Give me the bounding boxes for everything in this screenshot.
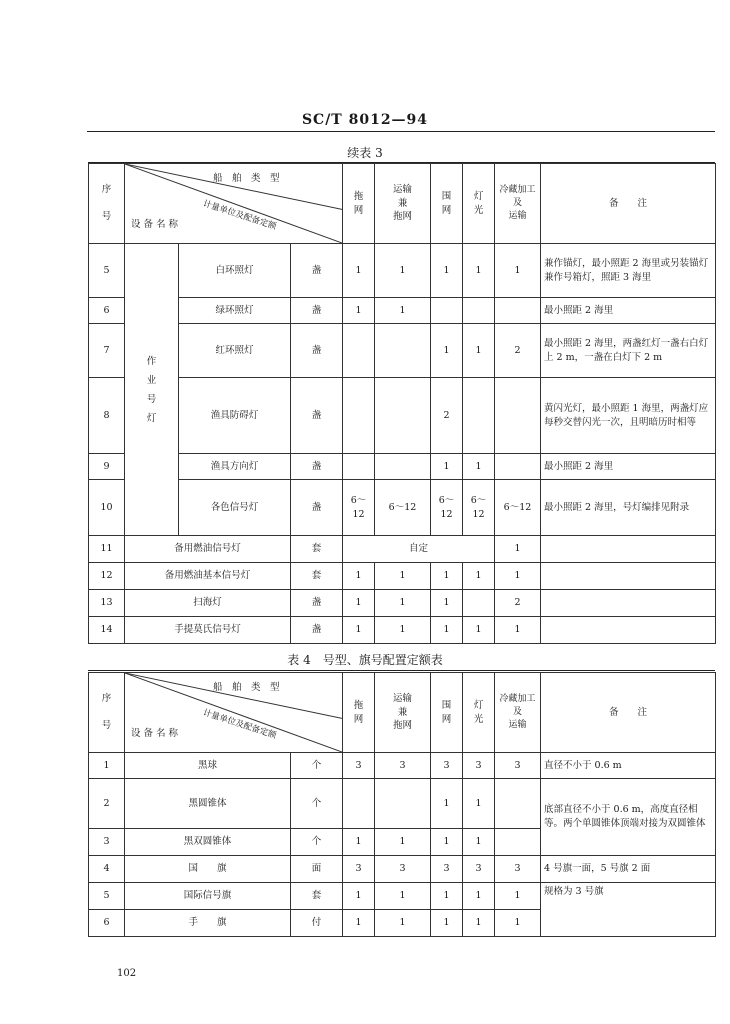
cell: 1 [463,829,495,856]
cell [343,779,375,829]
cell: 1 [343,910,375,937]
table-row-seq: 11 [89,536,125,563]
equip-name: 绿环照灯 [179,298,291,324]
table3 [88,163,716,644]
table-row-seq: 1 [89,753,125,779]
remark: 最小照距 2 海里 [541,298,716,324]
cell: 3 [463,753,495,779]
diag-equip-name: 设 备 名 称 [131,219,179,230]
cell [495,454,541,480]
cell: 1 [463,779,495,829]
diag-ship-type: 船 舶 类 型 [213,173,280,184]
cell: 1 [375,298,431,324]
unit: 套 [291,563,343,590]
cell: 1 [343,244,375,298]
unit: 盏 [291,244,343,298]
equip-name: 备用燃油基本信号灯 [125,563,291,590]
cell: 1 [343,298,375,324]
equip-name: 黑圆锥体 [125,779,291,829]
cell: 1 [431,883,463,910]
col-seq-header: 序 号 [89,673,125,753]
unit: 套 [291,536,343,563]
remark [541,563,716,590]
cell: 1 [495,536,541,563]
table-row-seq: 9 [89,454,125,480]
cell [463,298,495,324]
cell [343,324,375,378]
col-light: 灯 光 [463,164,495,244]
equip-name: 国际信号旗 [125,883,291,910]
table-row-seq: 5 [89,244,125,298]
cell: 1 [495,563,541,590]
unit: 盏 [291,378,343,454]
cell [375,779,431,829]
cell: 1 [343,563,375,590]
equip-name: 红环照灯 [179,324,291,378]
equip-name: 渔具防碍灯 [179,378,291,454]
remark: 最小照距 2 海里 [541,454,716,480]
table4-caption: 表 4 号型、旗号配置定额表 [287,653,443,667]
col-cold-storage: 冷藏加工 及 运输 [495,673,541,753]
remark: 直径不小于 0.6 m [541,753,716,779]
cell: 3 [375,856,431,883]
remark [541,617,716,644]
cell [343,454,375,480]
diag-unit-quota: 计量单位及配备定额 [201,198,278,233]
cell: 3 [343,856,375,883]
table-row-seq: 6 [89,910,125,937]
cell: 3 [343,753,375,779]
cell: 1 [375,910,431,937]
cell: 1 [495,617,541,644]
table-row-seq: 2 [89,779,125,829]
unit: 套 [291,883,343,910]
table-row-seq: 4 [89,856,125,883]
cell [495,829,541,856]
col-remark: 备 注 [541,164,716,244]
cell [463,378,495,454]
cell: 1 [431,829,463,856]
cell: 6～ 12 [343,480,375,536]
unit: 盏 [291,324,343,378]
diag-equip-name: 设 备 名 称 [131,728,179,739]
cell: 1 [375,244,431,298]
cell: 1 [463,244,495,298]
unit: 盏 [291,454,343,480]
equip-name: 手 旗 [125,910,291,937]
cell: 6～ 12 [463,480,495,536]
table-row-seq: 10 [89,480,125,536]
remark: 规格为 3 号旗 [541,883,716,937]
cell: 6～ 12 [431,480,463,536]
cell: 3 [431,856,463,883]
cell: 1 [431,563,463,590]
col-transport-trawl: 运输 兼 拖网 [375,673,431,753]
cell: 1 [375,563,431,590]
cell [343,378,375,454]
remark: 最小照距 2 海里，号灯编排见附录 [541,480,716,536]
diagonal-header [125,673,343,753]
diagonal-header [125,164,343,244]
unit: 个 [291,779,343,829]
unit: 面 [291,856,343,883]
cell: 6～12 [375,480,431,536]
cell [375,378,431,454]
cell: 1 [375,590,431,617]
cell: 1 [431,244,463,298]
equip-name: 渔具方向灯 [179,454,291,480]
header-rule [87,131,715,132]
cell [495,779,541,829]
table-row-seq: 3 [89,829,125,856]
merged-self-defined: 自定 [343,536,495,563]
remark: 底部直径不小于 0.6 m，高度直径相等。两个单圆锥体顶端对接为双圆锥体 [541,779,716,856]
equip-name: 国 旗 [125,856,291,883]
table4 [88,672,716,937]
table4-top-rule [88,670,715,671]
diag-unit-quota: 计量单位及配备定额 [201,707,278,742]
remark: 4 号旗一面，5 号旗 2 面 [541,856,716,883]
cell: 1 [343,883,375,910]
unit: 盏 [291,617,343,644]
equip-name: 扫海灯 [125,590,291,617]
table-row-seq: 5 [89,883,125,910]
cell: 1 [463,910,495,937]
equip-name: 手提莫氏信号灯 [125,617,291,644]
cell: 1 [463,324,495,378]
cell: 1 [431,910,463,937]
unit: 盏 [291,480,343,536]
cell: 1 [343,590,375,617]
cell: 3 [375,753,431,779]
cell: 1 [431,617,463,644]
equip-name: 白环照灯 [179,244,291,298]
cell: 3 [495,856,541,883]
remark [541,590,716,617]
table3-caption: 续表 3 [347,146,383,160]
cell: 1 [431,454,463,480]
cell: 1 [463,454,495,480]
unit: 盏 [291,590,343,617]
unit: 个 [291,753,343,779]
table-row-seq: 14 [89,617,125,644]
cell: 6～12 [495,480,541,536]
col-transport-trawl: 运输 兼 拖网 [375,164,431,244]
table-row-seq: 12 [89,563,125,590]
col-trawl: 拖 网 [343,164,375,244]
equip-name: 黑球 [125,753,291,779]
cell [463,590,495,617]
cell: 3 [431,753,463,779]
equip-name: 备用燃油信号灯 [125,536,291,563]
col-cold-storage: 冷藏加工 及 运输 [495,164,541,244]
remark: 兼作锚灯，最小照距 2 海里或另装锚灯兼作号箱灯，照距 3 海里 [541,244,716,298]
unit: 个 [291,829,343,856]
unit: 付 [291,910,343,937]
cell: 1 [343,829,375,856]
cell: 2 [495,590,541,617]
col-purse-seine: 围 网 [431,673,463,753]
cell: 1 [375,883,431,910]
diag-ship-type: 船 舶 类 型 [213,682,280,693]
col-trawl: 拖 网 [343,673,375,753]
cell [375,454,431,480]
standard-code: SC/T 8012—94 [301,112,429,128]
cell: 2 [495,324,541,378]
page-number: 102 [117,968,137,979]
cell: 1 [463,883,495,910]
col-light: 灯 光 [463,673,495,753]
cell: 1 [431,779,463,829]
cell: 1 [495,883,541,910]
col-remark: 备 注 [541,673,716,753]
cell: 1 [495,244,541,298]
unit: 盏 [291,298,343,324]
cell: 1 [463,563,495,590]
table-row-seq: 7 [89,324,125,378]
cell: 2 [431,378,463,454]
cell: 1 [375,829,431,856]
cell [431,298,463,324]
cell: 1 [463,617,495,644]
cell [495,298,541,324]
cell: 1 [431,590,463,617]
table-row-seq: 13 [89,590,125,617]
group-operation-lights: 作 业 号 灯 [125,244,179,536]
equip-name: 各色信号灯 [179,480,291,536]
cell: 1 [375,617,431,644]
cell [375,324,431,378]
col-purse-seine: 围 网 [431,164,463,244]
cell: 1 [343,617,375,644]
cell [495,378,541,454]
cell: 3 [463,856,495,883]
table-row-seq: 8 [89,378,125,454]
remark [541,536,716,563]
equip-name: 黑双圆锥体 [125,829,291,856]
table-row-seq: 6 [89,298,125,324]
cell: 3 [495,753,541,779]
remark: 最小照距 2 海里，两盏红灯一盏右白灯上 2 m，一盏在白灯下 2 m [541,324,716,378]
remark: 黄闪光灯，最小照距 1 海里，两盏灯应每秒交替闪光一次，且明暗历时相等 [541,378,716,454]
cell: 1 [495,910,541,937]
cell: 1 [431,324,463,378]
col-seq-header: 序 号 [89,164,125,244]
